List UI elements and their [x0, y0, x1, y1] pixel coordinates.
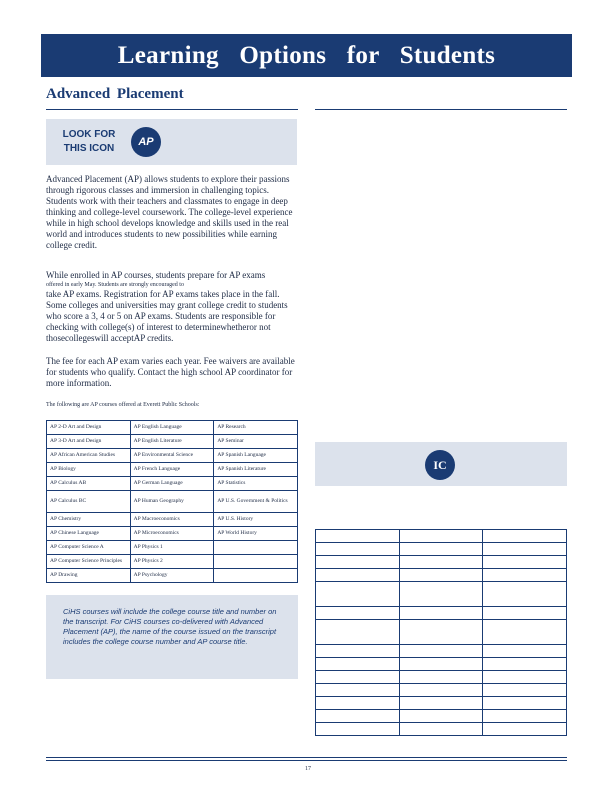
table-cell — [316, 658, 400, 671]
table-row — [47, 463, 298, 477]
table-row — [47, 541, 298, 555]
table-cell — [399, 697, 483, 710]
table-cell — [483, 607, 567, 620]
table-cell: AP Psychology — [130, 569, 214, 583]
table-cell — [214, 555, 298, 569]
cihs-note-box — [46, 595, 298, 679]
table-row — [316, 569, 567, 582]
table-cell — [316, 582, 400, 607]
table-cell — [483, 723, 567, 736]
section-rule-left — [46, 109, 298, 110]
table-cell: AP Physics 2 — [130, 555, 214, 569]
table-cell — [483, 543, 567, 556]
table-row — [316, 543, 567, 556]
table-cell — [214, 569, 298, 583]
table-cell — [399, 556, 483, 569]
table-cell — [399, 569, 483, 582]
table-cell: AP Chinese Language — [47, 527, 131, 541]
table-cell — [483, 582, 567, 607]
ap-exams-text-b: take AP exams. Registration for AP exams takes place in the fall. Some colleges and universities may grant college credit to students who score a 3, 4 or 5 on AP exams. Students are responsible for checking with college(s) of interest to determinewhetheror not thosecollegeswill acceptAP credits. — [46, 289, 288, 343]
table-cell: AP Chemistry — [47, 513, 131, 527]
table-cell — [316, 543, 400, 556]
table-cell — [399, 671, 483, 684]
table-row — [316, 607, 567, 620]
table-cell — [316, 620, 400, 645]
table-cell — [316, 607, 400, 620]
table-cell — [316, 710, 400, 723]
table-cell: AP U.S. Government & Politics — [214, 491, 298, 513]
table-cell: AP Spanish Language — [214, 449, 298, 463]
ap-exams-paragraph — [46, 270, 298, 344]
table-cell — [483, 620, 567, 645]
table-cell — [399, 645, 483, 658]
course-table-intro: The following are AP courses offered at Everett Public Schools: — [46, 402, 200, 408]
table-cell: AP 3-D Art and Design — [47, 435, 131, 449]
table-cell — [483, 556, 567, 569]
table-row — [47, 435, 298, 449]
ap-icon — [131, 127, 161, 157]
ap-courses-table — [46, 420, 298, 583]
table-cell — [399, 620, 483, 645]
table-row — [47, 527, 298, 541]
table-cell: AP French Language — [130, 463, 214, 477]
table-row — [47, 569, 298, 583]
table-row — [316, 723, 567, 736]
table-cell — [399, 582, 483, 607]
table-cell: AP African American Studies — [47, 449, 131, 463]
table-cell: AP Macroeconomics — [130, 513, 214, 527]
ap-icon-label: AP — [138, 136, 154, 148]
table-cell — [316, 645, 400, 658]
table-cell: AP Human Geography — [130, 491, 214, 513]
footer-rule-bottom — [46, 760, 567, 761]
table-cell: AP Environmental Science — [130, 449, 214, 463]
table-cell: AP Spanish Literature — [214, 463, 298, 477]
table-cell: AP Computer Science Principles — [47, 555, 131, 569]
page-number: 17 — [305, 766, 311, 772]
table-row — [47, 449, 298, 463]
table-row — [316, 658, 567, 671]
table-cell — [483, 569, 567, 582]
table-row — [316, 697, 567, 710]
table-cell: AP U.S. History — [214, 513, 298, 527]
table-cell — [399, 607, 483, 620]
cihs-note-text: CiHS courses will include the college course title and number on the transcript. For CiHS courses co-delivered with Advanced Placement (AP), the name of the course issued on the transcript includes the college course number and AP course title. — [63, 607, 277, 646]
table-cell — [483, 684, 567, 697]
table-cell: AP 2-D Art and Design — [47, 421, 131, 435]
table-cell: AP World History — [214, 527, 298, 541]
page-banner — [41, 34, 572, 77]
table-cell: AP German Language — [130, 477, 214, 491]
table-cell — [399, 530, 483, 543]
table-cell — [316, 671, 400, 684]
table-cell — [483, 658, 567, 671]
table-cell — [483, 645, 567, 658]
table-cell — [483, 530, 567, 543]
section-heading: Advanced Placement — [46, 86, 184, 102]
table-cell — [316, 723, 400, 736]
table-cell — [399, 543, 483, 556]
table-cell — [399, 658, 483, 671]
table-cell — [483, 697, 567, 710]
table-cell — [316, 684, 400, 697]
cihs-icon-label: IC — [433, 457, 447, 472]
table-row — [316, 710, 567, 723]
table-cell: AP English Language — [130, 421, 214, 435]
ap-description-paragraph: Advanced Placement (AP) allows students to explore their passions through rigorous classes and immersion in challenging topics. Students work with their teachers and classmates to engage in deep thinking and college-level coursework. The college-level experience while in high school develops knowledge and skills used in the real world and introduces students to new possibilities while earning college credit. — [46, 174, 293, 250]
table-cell: AP Research — [214, 421, 298, 435]
table-row — [316, 645, 567, 658]
cihs-icon-box — [315, 442, 567, 486]
cihs-courses-table — [315, 529, 567, 736]
section-rule-right — [315, 109, 567, 110]
look-for-icon-box — [46, 119, 297, 165]
table-cell: AP Calculus BC — [47, 491, 131, 513]
table-cell: AP Calculus AB — [47, 477, 131, 491]
table-cell: AP Microeconomics — [130, 527, 214, 541]
table-cell — [483, 671, 567, 684]
look-for-label: LOOK FOR THIS ICON — [62, 129, 116, 154]
table-cell — [399, 684, 483, 697]
table-cell: AP Biology — [47, 463, 131, 477]
table-row — [316, 684, 567, 697]
table-row — [316, 556, 567, 569]
table-cell — [483, 710, 567, 723]
table-row — [47, 555, 298, 569]
table-cell: AP Physics 1 — [130, 541, 214, 555]
table-row — [47, 421, 298, 435]
table-row — [316, 671, 567, 684]
table-cell: AP Computer Science A — [47, 541, 131, 555]
ap-exams-text-a: While enrolled in AP courses, students prepare for AP exams — [46, 270, 266, 280]
table-cell: AP Statistics — [214, 477, 298, 491]
footer-rule-top — [46, 757, 567, 758]
table-row — [47, 477, 298, 491]
table-cell — [316, 569, 400, 582]
table-row — [47, 513, 298, 527]
table-cell: AP Seminar — [214, 435, 298, 449]
table-cell — [399, 723, 483, 736]
ap-exams-small-text: offered in early May. Students are strongly encouraged to — [46, 282, 184, 288]
table-row — [316, 582, 567, 607]
table-row — [316, 620, 567, 645]
table-cell: AP English Literature — [130, 435, 214, 449]
table-cell — [316, 697, 400, 710]
page-title: Learning Options for Students — [117, 41, 496, 69]
table-cell: AP Drawing — [47, 569, 131, 583]
ap-fee-paragraph: The fee for each AP exam varies each year. Fee waivers are available for students who qualify. Contact the high school AP coordinator for more information. — [46, 356, 295, 388]
table-cell — [316, 556, 400, 569]
table-cell — [316, 530, 400, 543]
table-cell — [214, 541, 298, 555]
table-cell — [399, 710, 483, 723]
table-row — [47, 491, 298, 513]
cihs-icon — [425, 450, 455, 480]
table-row — [316, 530, 567, 543]
